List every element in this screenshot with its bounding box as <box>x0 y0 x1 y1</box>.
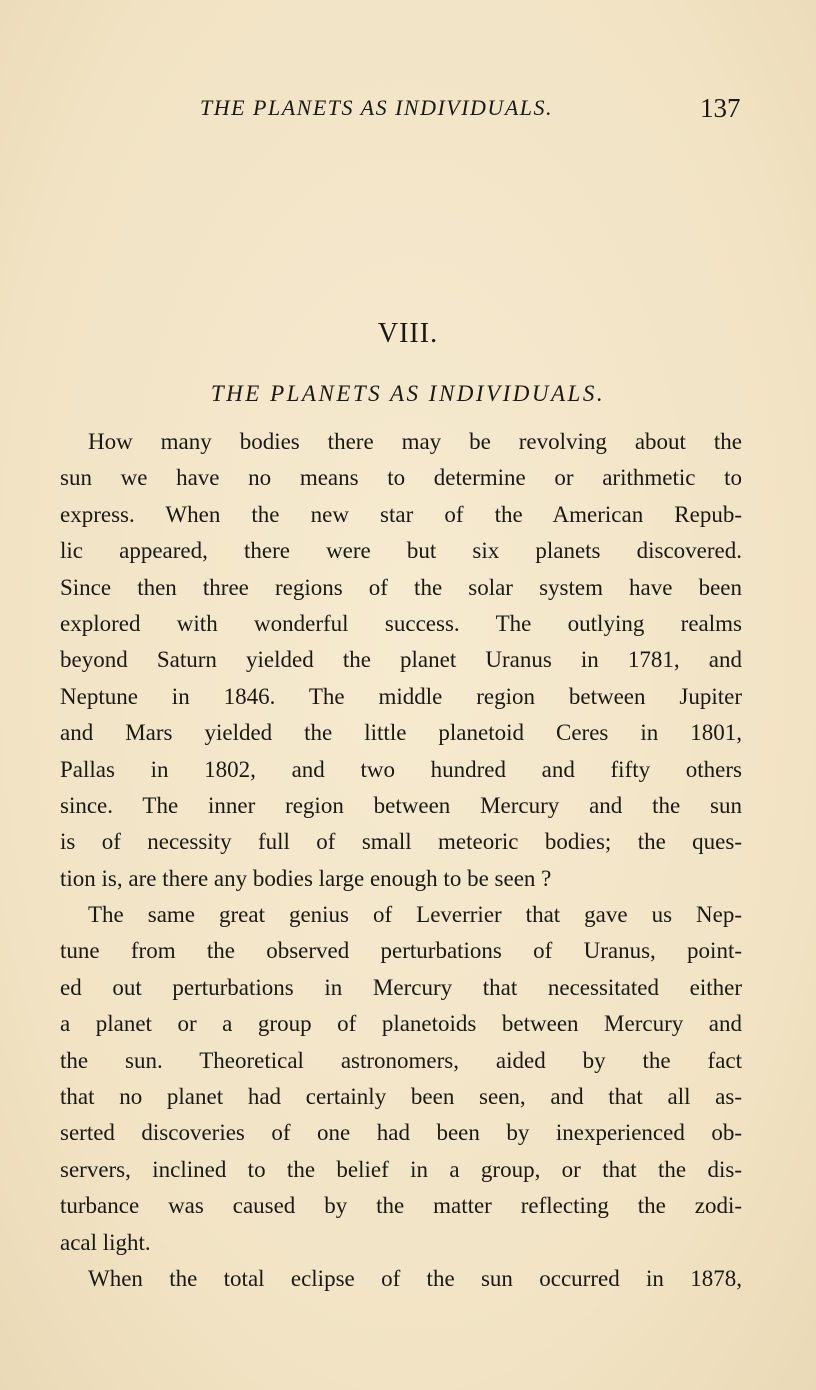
chapter-title: THE PLANETS AS INDIVIDUALS. <box>210 381 606 406</box>
running-head <box>0 88 816 128</box>
text-line: Since then three regions of the solar system have been <box>60 574 742 600</box>
text-line: serted discoveries of one had been by inexperienced ob- <box>60 1120 742 1146</box>
chapter-number: VIII. <box>377 318 439 349</box>
text-line: and Mars yielded the little planetoid Ceres in 1801, <box>60 720 742 746</box>
text-line: since. The inner region between Mercury and the sun <box>60 792 742 818</box>
text-line: acal light. <box>60 1229 151 1255</box>
text-line: tion is, are there any bodies large enough to be seen ? <box>60 865 552 891</box>
text-line: sun we have no means to determine or arithmetic to <box>60 465 742 491</box>
page-number: 137 <box>700 93 741 123</box>
text-line: a planet or a group of planetoids between Mercury and <box>60 1011 742 1037</box>
text-line: turbance was caused by the matter reflecting the zodi- <box>60 1193 742 1219</box>
text-line: the sun. Theoretical astronomers, aided by the fact <box>60 1047 742 1073</box>
text-line: The same great genius of Leverrier that gave us Nep- <box>88 902 742 928</box>
text-line: How many bodies there may be revolving about the <box>88 429 742 454</box>
text-line: Pallas in 1802, and two hundred and fifty others <box>60 756 742 782</box>
text-line: servers, inclined to the belief in a group, or that the dis- <box>60 1156 742 1182</box>
text-line: is of necessity full of small meteoric bodies; the ques- <box>60 829 742 855</box>
text-line: When the total eclipse of the sun occurred in 1878, <box>88 1265 742 1291</box>
text-line: express. When the new star of the American Repub- <box>60 501 742 527</box>
text-line: tune from the observed perturbations of Uranus, point- <box>60 938 742 964</box>
text-line: explored with wonderful success. The outlying realms <box>60 610 742 636</box>
text-line: Neptune in 1846. The middle region between Jupiter <box>60 683 742 709</box>
text-line: ed out perturbations in Mercury that necessitated either <box>60 974 742 1000</box>
text-line: that no planet had certainly been seen, and that all as- <box>60 1084 742 1110</box>
running-title: THE PLANETS AS INDIVIDUALS. <box>200 95 553 120</box>
body-text <box>60 424 742 1297</box>
text-line: beyond Saturn yielded the planet Uranus in 1781, and <box>60 647 742 673</box>
text-line: lic appeared, there were but six planets discovered. <box>60 538 742 564</box>
